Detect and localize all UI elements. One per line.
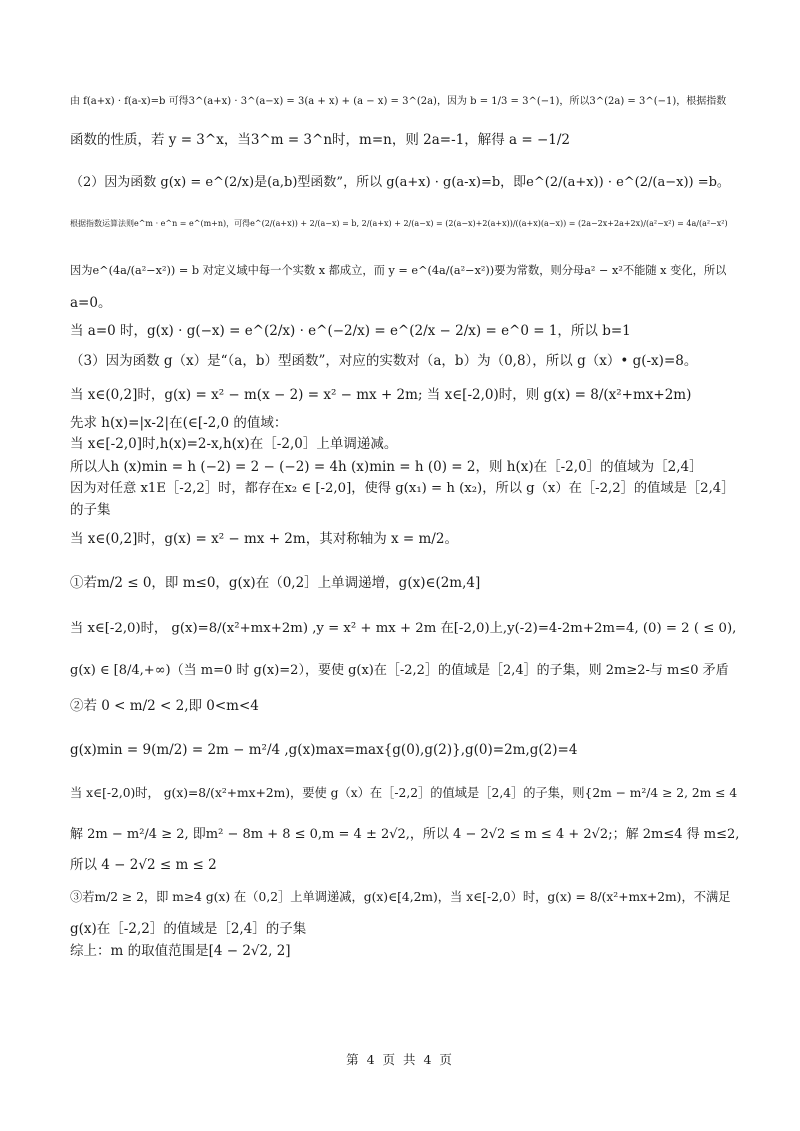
paragraph-line: g(x)min = 9(m/2) = 2m − m²/4 ,g(x)max=max{g(0),g(2)},g(0)=2m,g(2)=4 bbox=[70, 742, 578, 758]
paragraph-line: 根据指数运算法则e^m · e^n = e^(m+n)，可得e^(2/(a+x)) + 2/(a−x) = b, 2/(a+x) + 2/(a−x) = (2(a−x)+2(a+x))/((a+x)(a−x)) = (2a−2x+2a+2x)/(a²−x²) = 4a/(a²−x²) bbox=[70, 219, 728, 228]
paragraph-line: 当 x∈(0,2]时，g(x) = x² − mx + 2m，其对称轴为 x = m/2。 bbox=[70, 531, 458, 547]
paragraph-line: 因为对任意 x1E［-2,2］时，都存在x₂ ∈ [-2,0]，使得 g(x₁) = h (x₂)，所以 g（x）在［-2,2］的值域是［2,4］ bbox=[70, 481, 735, 496]
paragraph-line: 当 x∈(0,2]时，g(x) = x² − m(x − 2) = x² − mx + 2m; 当 x∈[-2,0)时，则 g(x) = 8/(x²+mx+2m) bbox=[70, 387, 692, 403]
paragraph-line: （3）因为函数 g（x）是“（a，b）型函数”，对应的实数对（a，b）为（0,8），所以 g（x）• g(-x)=8。 bbox=[70, 353, 698, 369]
paragraph-line: 当 a=0 时，g(x) · g(−x) = e^(2/x) · e^(−2/x) = e^(2/x − 2/x) = e^0 = 1，所以 b=1 bbox=[70, 323, 631, 339]
paragraph-line: 先求 h(x)=|x-2|在(∈[-2,0 的值域： bbox=[70, 415, 288, 431]
paragraph-line: （2）因为函数 g(x) = e^(2/x)是(a,b)型函数”，所以 g(a+x) · g(a-x)=b，即e^(2/(a+x)) · e^(2/(a−x)) =b。 bbox=[70, 175, 730, 190]
page-footer: 第 4 页 共 4 页 bbox=[346, 1052, 454, 1067]
paragraph-line: 综上：m 的取值范围是[4 − 2√2, 2] bbox=[70, 943, 291, 959]
paragraph-line: 当 x∈[-2,0)时， g(x)=8/(x²+mx+2m)，要使 g（x）在［-2,2］的值域是［2,4］的子集，则{2m − m²/4 ≥ 2, 2m ≤ 4 bbox=[70, 786, 738, 800]
paragraph-line: 的子集 bbox=[70, 502, 111, 518]
paragraph-line: g(x)在［-2,2］的值域是［2,4］的子集 bbox=[70, 921, 307, 937]
paragraph-line: 所以 4 − 2√2 ≤ m ≤ 2 bbox=[70, 857, 217, 873]
paragraph-line: a=0。 bbox=[70, 295, 112, 311]
paragraph-line: 当 x∈[-2,0)时， g(x)=8/(x²+mx+2m) ,y = x² + mx + 2m 在[-2,0)上,y(-2)=4-2m+2m=4, (0) = 2 ( ≤ 0), bbox=[70, 621, 737, 636]
paragraph-line: 因为e^(4a/(a²−x²)) = b 对定义域中每一个实数 x 都成立，而 y = e^(4a/(a²−x²))要为常数，则分母a² − x²不能随 x 变化，所以 bbox=[70, 264, 727, 277]
paragraph-line: 函数的性质，若 y = 3^x，当3^m = 3^n时，m=n，则 2a=-1，解得 a = −1/2 bbox=[70, 132, 570, 148]
paragraph-line: ③若m/2 ≥ 2，即 m≥4 g(x) 在（0,2］上单调递减，g(x)∈[4,2m)，当 x∈[-2,0）时，g(x) = 8/(x²+mx+2m)，不满足 bbox=[70, 890, 731, 904]
paragraph-line: ①若m/2 ≤ 0，即 m≤0，g(x)在（0,2］上单调递增，g(x)∈(2m,4] bbox=[70, 575, 481, 591]
paragraph-line: 由 f(a+x) · f(a-x)=b 可得3^(a+x) · 3^(a−x) = 3(a + x) + (a − x) = 3^(2a)，因为 b = 1/3 = 3^(−1)，所以3^(2a) = 3^(−1)，根据指数 bbox=[70, 96, 727, 107]
paragraph-line: ②若 0 < m/2 < 2,即 0<m<4 bbox=[70, 698, 259, 714]
paragraph-line: g(x) ∈ [8/4,+∞)（当 m=0 时 g(x)=2），要使 g(x)在［-2,2］的值域是［2,4］的子集，则 2m≥2-与 m≤0 矛盾 bbox=[70, 663, 729, 678]
paragraph-line: 所以人h (x)min = h (−2) = 2 − (−2) = 4h (x)min = h (0) = 2，则 h(x)在［-2,0］的值域为［2,4］ bbox=[70, 459, 703, 475]
paragraph-line: 解 2m − m²/4 ≥ 2, 即m² − 8m + 8 ≤ 0,m = 4 ± 2√2,，所以 4 − 2√2 ≤ m ≤ 4 + 2√2;；解 2m≤4 得 m≤2, bbox=[70, 827, 740, 842]
paragraph-line: 当 x∈[-2,0]时,h(x)=2-x,h(x)在［-2,0］上单调递减。 bbox=[70, 436, 398, 452]
